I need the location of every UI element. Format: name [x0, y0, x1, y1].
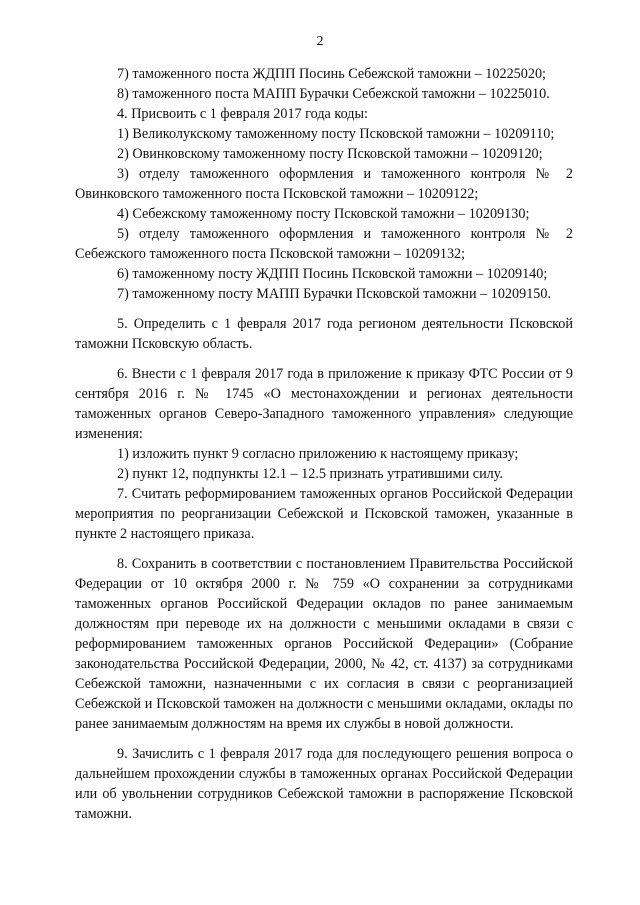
- code-item-1: 1) Великолукскому таможенному посту Псковской таможни – 10209110;: [117, 126, 555, 142]
- section-6: 6. Внести с 1 февраля 2017 года в приложение к приказу ФТС России от 9 сентября 2016 г. № 1745 «О местонахождении и регионах деятельности таможенных органов Северо-Западного таможенного управления» следующие изменения:: [75, 366, 573, 442]
- section-6-item-2: 2) пункт 12, подпункты 12.1 – 12.5 признать утратившими силу.: [117, 466, 503, 482]
- code-item-4: 4) Себежскому таможенному посту Псковской таможни – 10209130;: [117, 206, 530, 222]
- document-body: [75, 64, 573, 824]
- page-number: 2: [316, 34, 324, 49]
- list-item-8-mapp-burachki: 8) таможенного поста МАПП Бурачки Себежской таможни – 10225010.: [117, 86, 550, 102]
- section-9: 9. Зачислить с 1 февраля 2017 года для последующего решения вопроса о дальнейшем прохождении службы в таможенных органах Российской Федерации или об увольнении сотрудников Себежской таможни в распоряжение Псковской таможни.: [75, 746, 573, 822]
- code-item-5: 5) отделу таможенного оформления и таможенного контроля № 2 Себежского таможенного поста Псковской таможни – 10209132;: [75, 226, 573, 262]
- code-item-3: 3) отделу таможенного оформления и таможенного контроля № 2 Овинковского таможенного поста Псковской таможни – 10209122;: [75, 166, 573, 202]
- code-item-6: 6) таможенному посту ЖДПП Посинь Псковской таможни – 10209140;: [117, 266, 548, 282]
- code-item-7: 7) таможенному посту МАПП Бурачки Псковской таможни – 10209150.: [117, 286, 552, 302]
- code-item-2: 2) Овинковскому таможенному посту Псковской таможни – 10209120;: [117, 146, 543, 162]
- section-8: 8. Сохранить в соответствии с постановлением Правительства Российской Федерации от 10 октября 2000 г. № 759 «О сохранении за сотрудниками таможенных органов Российской Федерации окладов по ранее занимаемым должностям при переводе их на должности с меньшими окладами в связи с реформированием таможенных органов Российской Федерации» (Собрание законодательства Российской Федерации, 2000, № 42, ст. 4137) за сотрудниками Себежской таможни, назначенными с их согласия в связи с реорганизацией Себежской и Псковской таможен на должности с меньшими окладами, оклады по ранее занимаемым должностям на время их службы в новой должности.: [75, 556, 573, 732]
- section-4-heading: 4. Присвоить с 1 февраля 2017 года коды:: [117, 106, 368, 122]
- section-7: 7. Считать реформированием таможенных органов Российской Федерации мероприятия по реорганизации Себежской и Псковской таможен, указанные в пункте 2 настоящего приказа.: [75, 486, 573, 542]
- section-6-item-1: 1) изложить пункт 9 согласно приложению к настоящему приказу;: [117, 446, 519, 462]
- list-item-7-zhdpp-posin: 7) таможенного поста ЖДПП Посинь Себежской таможни – 10225020;: [117, 66, 546, 82]
- section-5: 5. Определить с 1 февраля 2017 года регионом деятельности Псковской таможни Псковскую область.: [75, 316, 573, 352]
